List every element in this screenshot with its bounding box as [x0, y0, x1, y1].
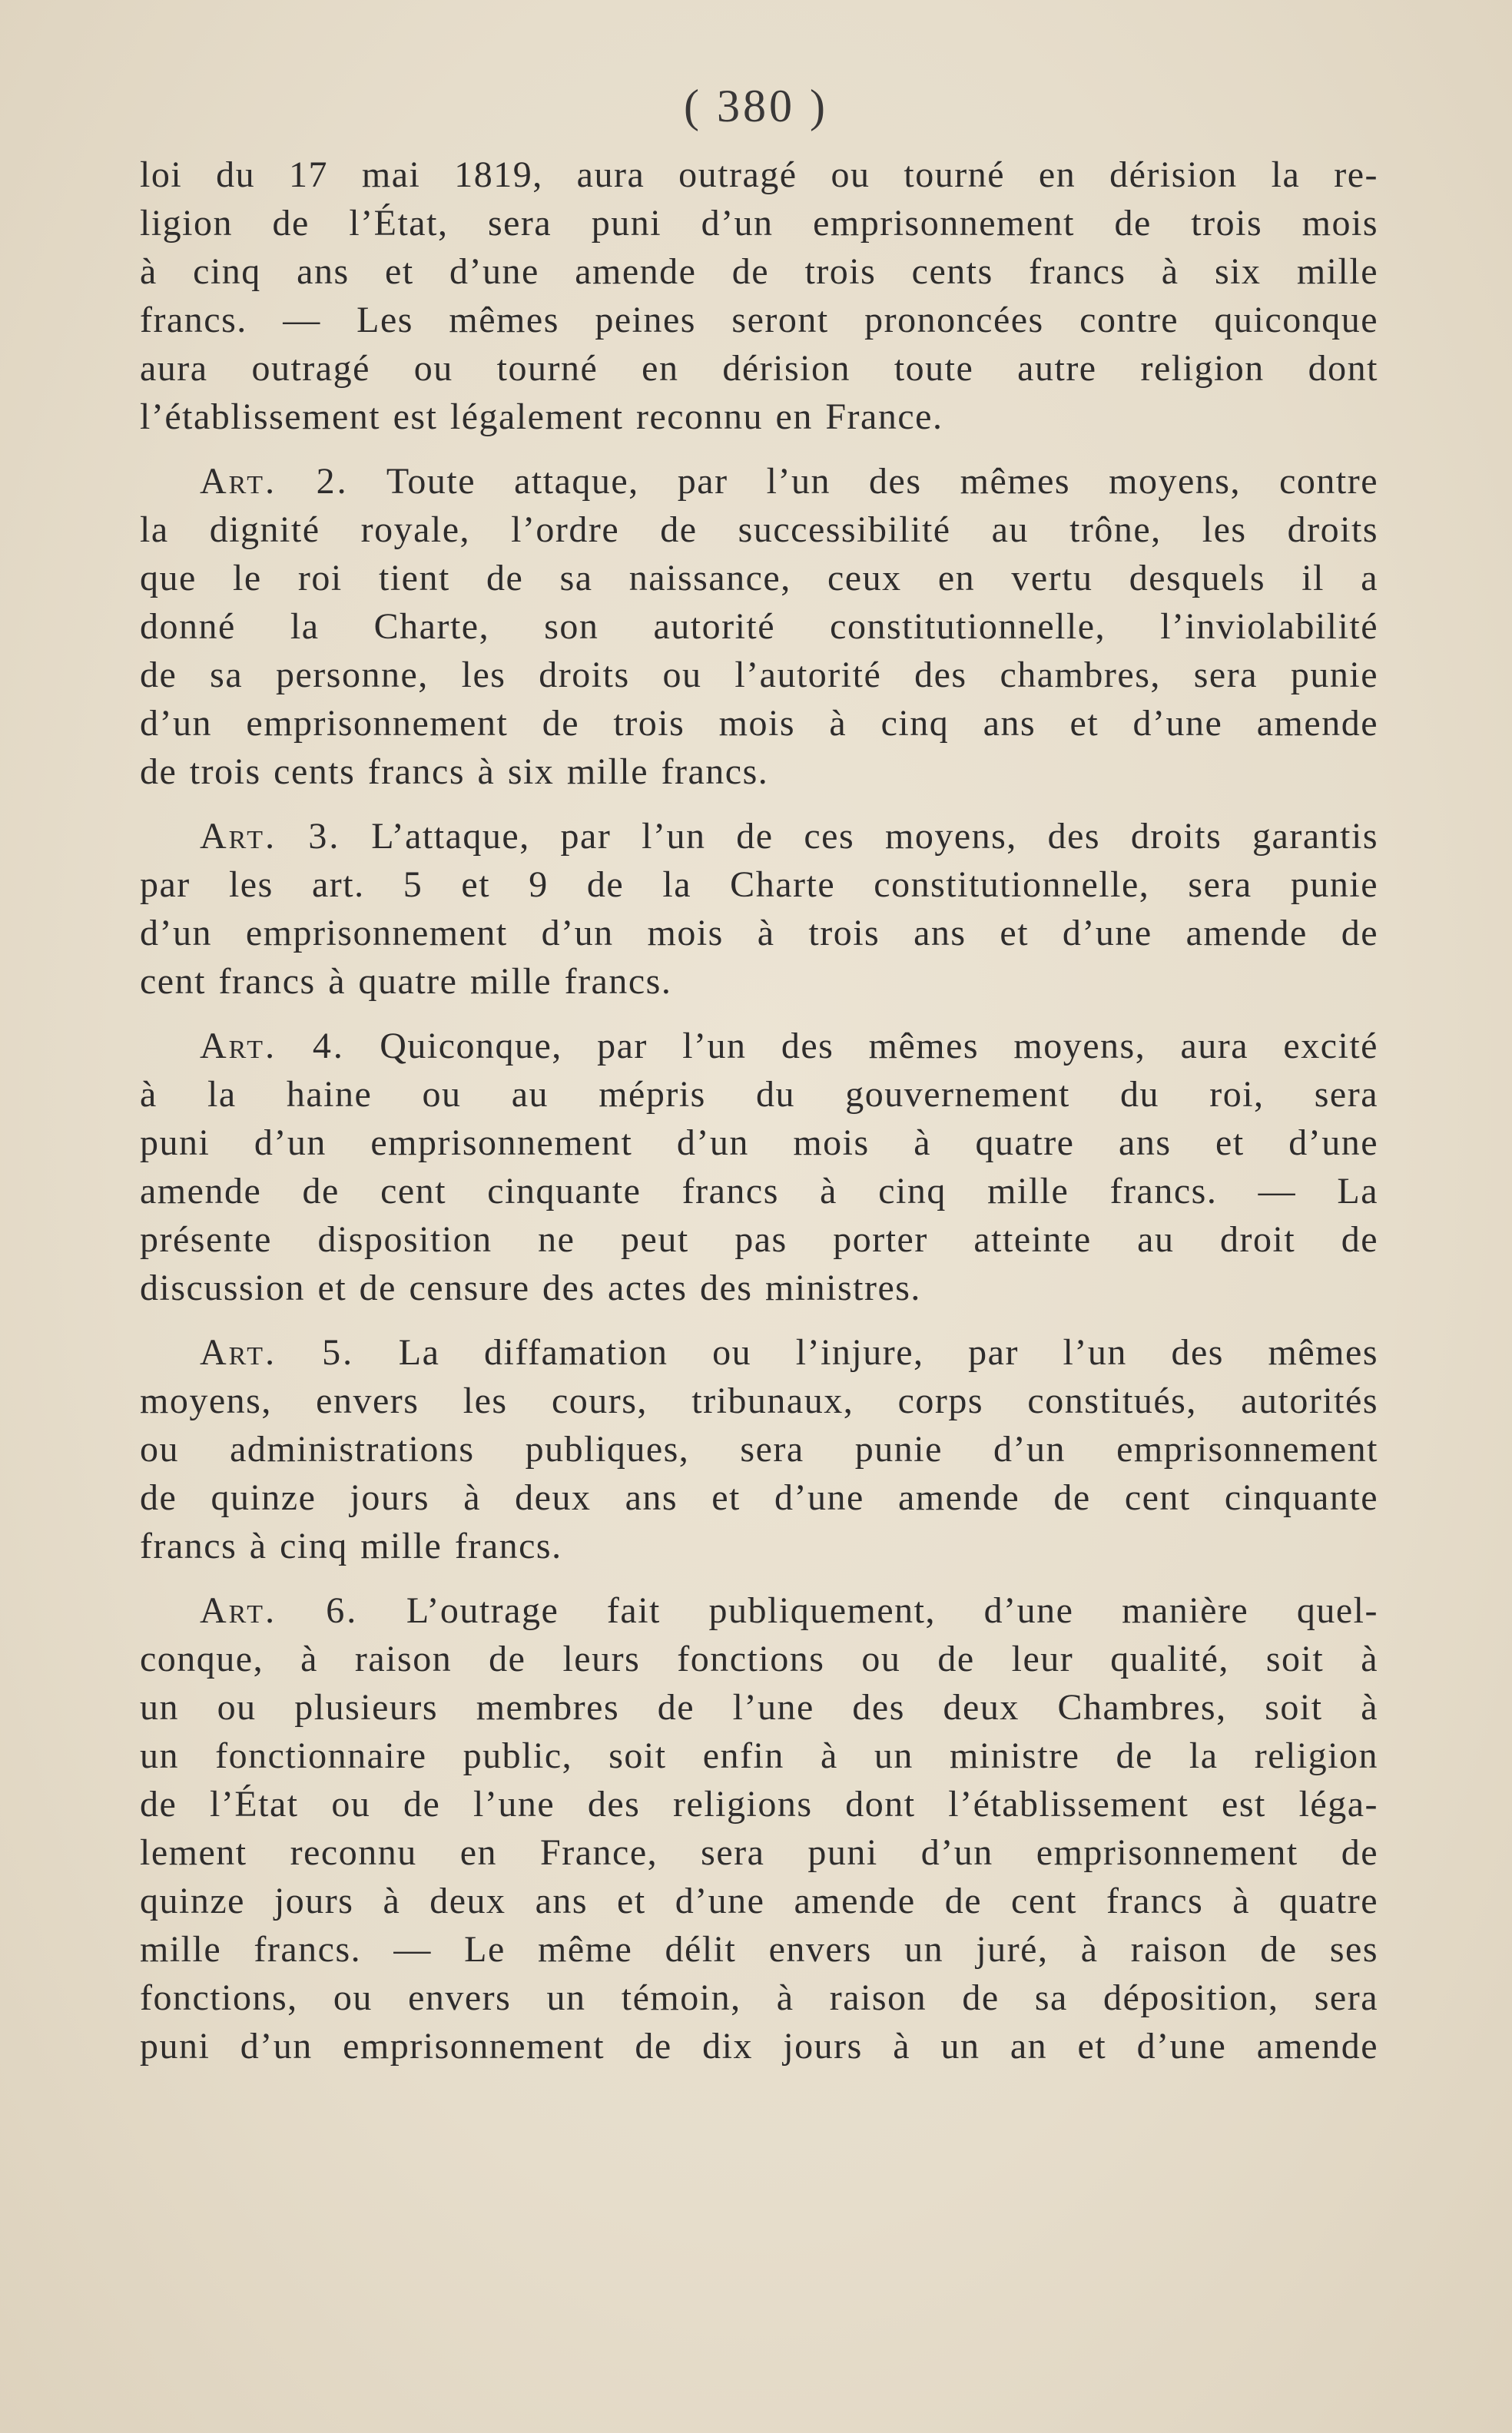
article-first-line — [140, 812, 1378, 860]
text-line: la dignité royale, l’ordre de successibilité au trône, les droits — [140, 509, 1378, 550]
paragraph-continuation — [140, 151, 1378, 441]
text-line: lement reconnu en France, sera puni d’un emprisonnement de — [140, 1832, 1378, 1873]
article-label: Art. 3. — [200, 816, 341, 857]
text-line: francs. — Les mêmes peines seront prononcées contre quiconque — [140, 300, 1378, 340]
text-line: conque, à raison de leurs fonctions ou de leur qualité, soit à — [140, 1639, 1378, 1679]
article-5 — [140, 1328, 1378, 1570]
text-line: présente disposition ne peut pas porter atteinte au droit de — [140, 1219, 1378, 1260]
text-line: L’attaque, par l’un de ces moyens, des droits garantis — [371, 816, 1379, 857]
text-line: loi du 17 mai 1819, aura outragé ou tourné en dérision la re- — [140, 154, 1378, 195]
article-6 — [140, 1586, 1378, 2070]
text-line: moyens, envers les cours, tribunaux, corps constitués, autorités — [140, 1381, 1378, 1421]
article-label: Art. 5. — [200, 1332, 355, 1373]
article-first-line — [140, 1586, 1378, 1635]
text-line: à la haine ou au mépris du gouvernement du roi, sera — [140, 1074, 1378, 1115]
text-line: discussion et de censure des actes des ministres. — [140, 1268, 921, 1308]
text-line: Toute attaque, par l’un des mêmes moyens, contre — [386, 461, 1378, 502]
text-line: amende de cent cinquante francs à cinq mille francs. — La — [140, 1171, 1378, 1212]
text-line: ou administrations publiques, sera punie d’un emprisonnement — [140, 1429, 1378, 1470]
text-line: ligion de l’État, sera puni d’un emprisonnement de trois mois — [140, 203, 1378, 244]
text-line: d’un emprisonnement d’un mois à trois ans et d’une amende de — [140, 913, 1378, 953]
article-2 — [140, 457, 1378, 796]
text-line: quinze jours à deux ans et d’une amende de cent francs à quatre — [140, 1881, 1378, 1921]
text-line: aura outragé ou tourné en dérision toute autre religion dont — [140, 348, 1378, 389]
article-first-line — [140, 1328, 1378, 1377]
article-label: Art. 6. — [200, 1590, 359, 1631]
text-line: francs à cinq mille francs. — [140, 1526, 562, 1566]
text-line: l’établissement est légalement reconnu en France. — [140, 396, 943, 437]
text-line: donné la Charte, son autorité constitutionnelle, l’inviolabilité — [140, 606, 1378, 647]
page-number: ( 380 ) — [684, 81, 828, 131]
article-label: Art. 4. — [200, 1026, 345, 1066]
text-line: de quinze jours à deux ans et d’une amende de cent cinquante — [140, 1477, 1378, 1518]
text-line: que le roi tient de sa naissance, ceux en vertu desquels il a — [140, 558, 1378, 598]
article-3 — [140, 812, 1378, 1006]
text-line: par les art. 5 et 9 de la Charte constitutionnelle, sera punie — [140, 864, 1378, 905]
text-line: Quiconque, par l’un des mêmes moyens, aura excité — [380, 1026, 1378, 1066]
article-first-line — [140, 1022, 1378, 1070]
text-line: un fonctionnaire public, soit enfin à un ministre de la religion — [140, 1735, 1378, 1776]
text-line: un ou plusieurs membres de l’une des deux Chambres, soit à — [140, 1687, 1378, 1728]
text-line: cent francs à quatre mille francs. — [140, 961, 672, 1002]
text-line: L’outrage fait publiquement, d’une manière quel- — [406, 1590, 1378, 1631]
body-text — [140, 151, 1378, 2070]
text-line: La diffamation ou l’injure, par l’un des mêmes — [398, 1332, 1379, 1373]
text-line: puni d’un emprisonnement de dix jours à un an et d’une amende — [140, 2026, 1378, 2067]
text-line: de trois cents francs à six mille francs. — [140, 751, 769, 792]
text-line: à cinq ans et d’une amende de trois cents francs à six mille — [140, 251, 1378, 292]
text-line: de l’État ou de l’une des religions dont l’établissement est léga- — [140, 1784, 1378, 1825]
text-line: mille francs. — Le même délit envers un juré, à raison de ses — [140, 1929, 1378, 1970]
text-line: fonctions, ou envers un témoin, à raison de sa déposition, sera — [140, 1977, 1378, 2018]
text-line: d’un emprisonnement de trois mois à cinq ans et d’une amende — [140, 703, 1378, 744]
article-label: Art. 2. — [200, 461, 349, 502]
article-4 — [140, 1022, 1378, 1312]
article-first-line — [140, 457, 1378, 505]
text-line: puni d’un emprisonnement d’un mois à quatre ans et d’une — [140, 1122, 1378, 1163]
text-line: de sa personne, les droits ou l’autorité des chambres, sera punie — [140, 655, 1378, 695]
